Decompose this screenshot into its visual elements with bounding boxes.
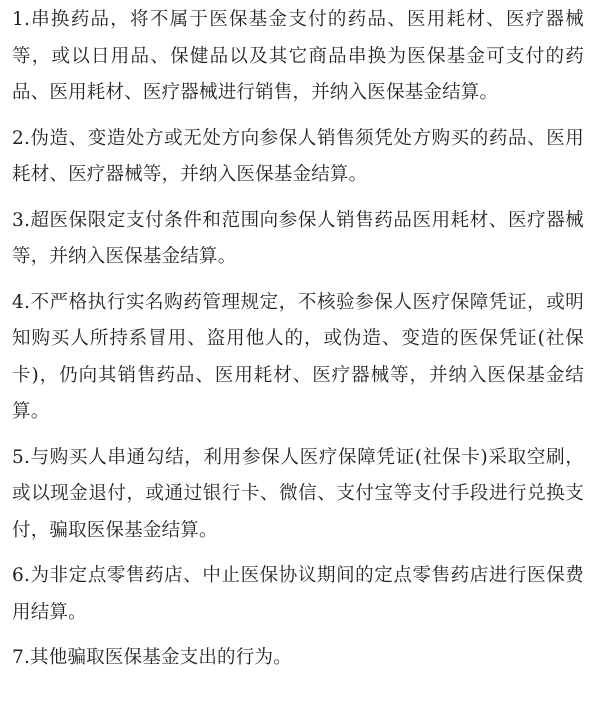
list-item-7: 7.其他骗取医保基金支出的行为。 xyxy=(12,647,292,668)
list-item-5: 5.与购买人串通勾结，利用参保人医疗保障凭证(社保卡)采取空刷，或以现金退付，或通过银行卡、微信、支付宝等支付手段进行兑换支付，骗取医保基金结算。 xyxy=(12,446,584,541)
document-body xyxy=(12,2,584,686)
list-item-4: 4.不严格执行实名购药管理规定，不核验参保人医疗保障凭证，或明知购买人所持系冒用、盗用他人的，或伪造、变造的医保凭证(社保卡)，仍向其销售药品、医用耗材、医疗器械等，并纳入医保基金结算。 xyxy=(12,291,584,422)
list-item-3: 3.超医保限定支付条件和范围向参保人销售药品医用耗材、医疗器械等，并纳入医保基金结算。 xyxy=(12,209,584,267)
list-item-6: 6.为非定点零售药店、中止医保协议期间的定点零售药店进行医保费用结算。 xyxy=(12,565,584,623)
list-item-2: 2.伪造、变造处方或无处方向参保人销售须凭处方购买的药品、医用耗材、医疗器械等，并纳入医保基金结算。 xyxy=(12,127,584,185)
list-item-1: 1.串换药品，将不属于医保基金支付的药品、医用耗材、医疗器械等，或以日用品、保健品以及其它商品串换为医保基金可支付的药品、医用耗材、医疗器械进行销售，并纳入医保基金结算。 xyxy=(12,9,584,103)
